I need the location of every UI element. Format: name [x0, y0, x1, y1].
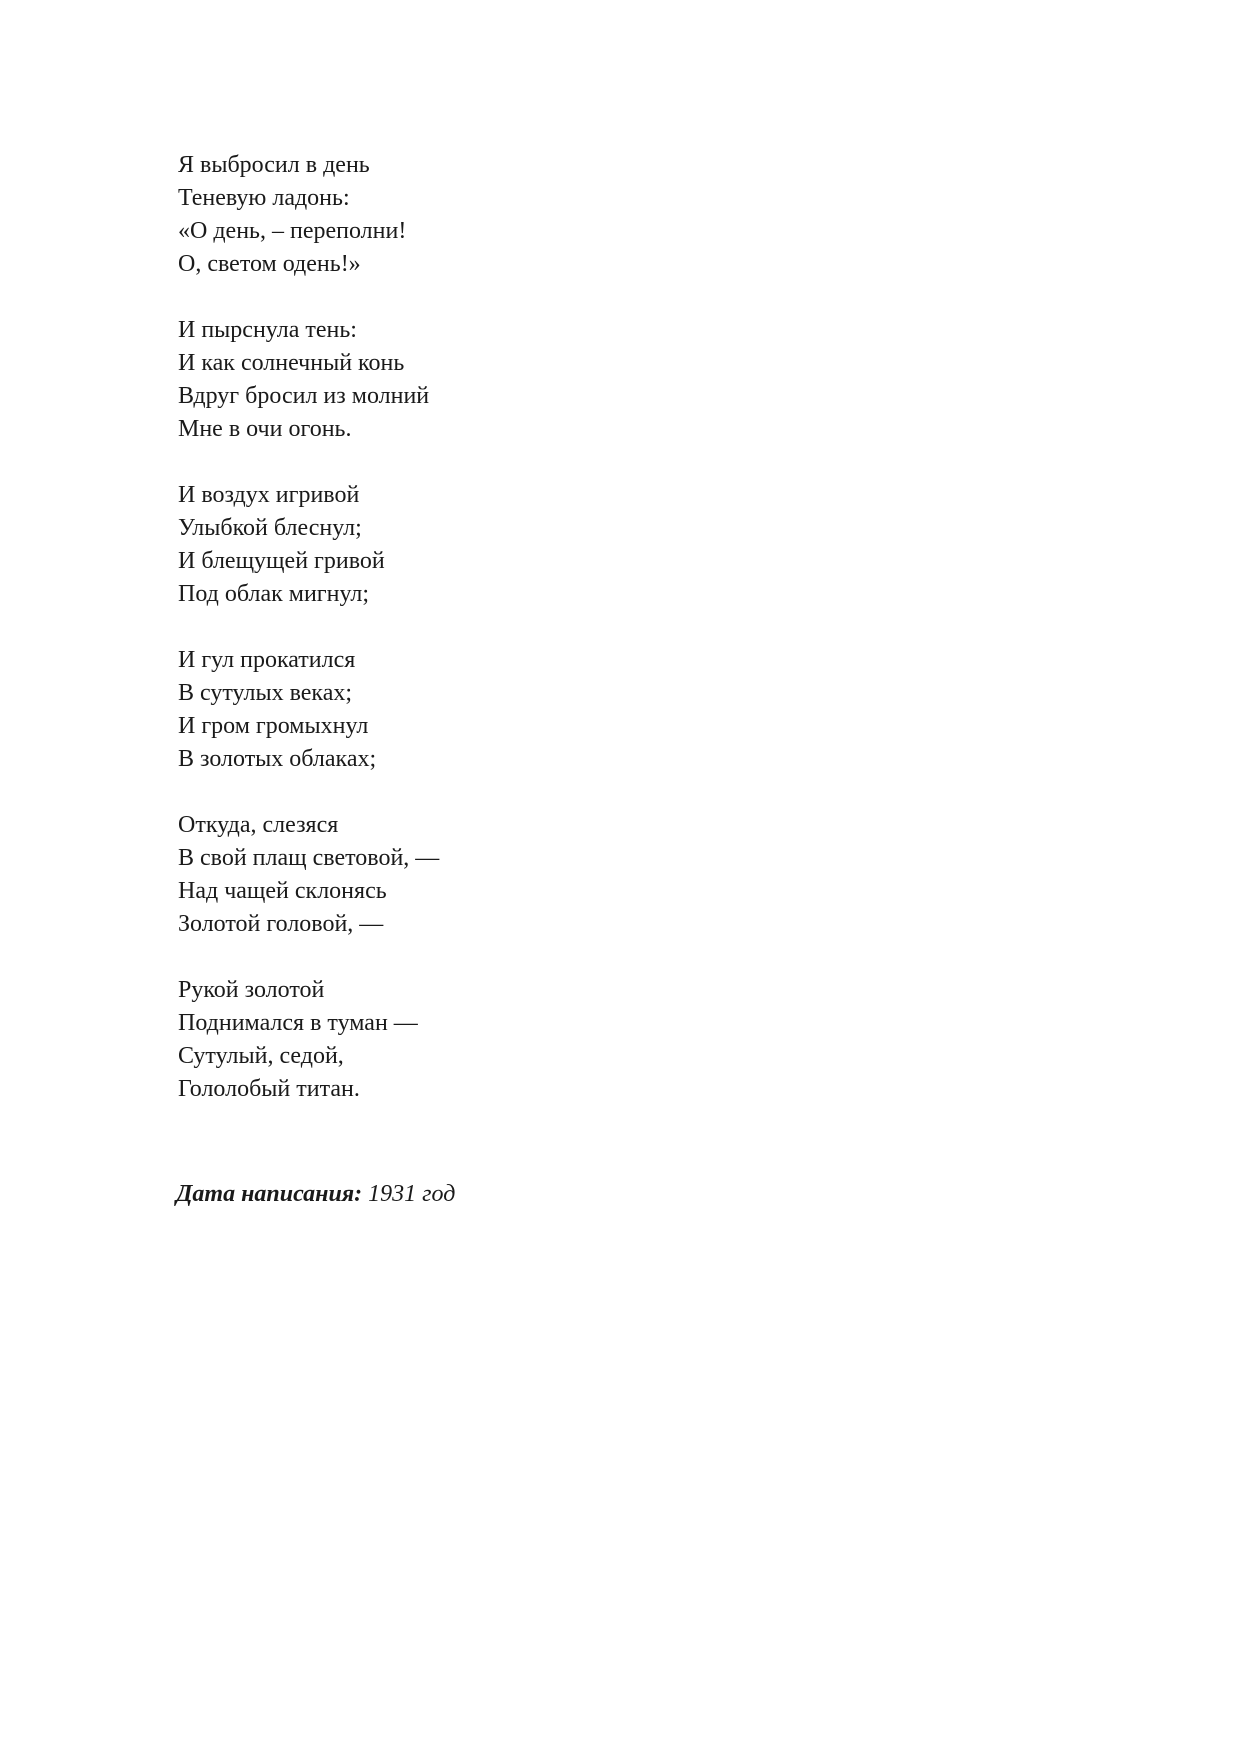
- poem-line: Откуда, слезяся: [178, 812, 339, 838]
- poem-line: Сутулый, седой,: [178, 1043, 344, 1069]
- poem-line: Гололобый титан.: [178, 1076, 360, 1102]
- poem-line: Улыбкой блеснул;: [178, 515, 362, 541]
- date-of-writing: [176, 1178, 455, 1211]
- poem-line: И воздух игривой: [178, 482, 360, 508]
- stanza-1: [178, 149, 1078, 281]
- poem-line: Вдруг бросил из молний: [178, 383, 430, 409]
- poem-text: [178, 149, 1078, 1139]
- poem-line: Над чащей склонясь: [178, 878, 387, 904]
- poem-line: Теневую ладонь:: [178, 185, 350, 211]
- poem-line: В сутулых веках;: [178, 680, 353, 706]
- poem-line: И гул прокатился: [178, 647, 356, 673]
- poem-line: «О день, – переполни!: [178, 218, 407, 244]
- poem-line: В свой плащ световой, —: [178, 845, 440, 871]
- poem-line: И пырснула тень:: [178, 317, 357, 343]
- date-value: 1931 год: [368, 1181, 456, 1207]
- stanza-4: [178, 644, 1078, 776]
- stanza-5: [178, 809, 1078, 941]
- poem-line: Мне в очи огонь.: [178, 416, 352, 442]
- poem-line: О, светом одень!»: [178, 251, 361, 277]
- date-label: Дата написания:: [176, 1181, 363, 1207]
- poem-line: И гром громыхнул: [178, 713, 369, 739]
- stanza-3: [178, 479, 1078, 611]
- stanza-6: [178, 974, 1078, 1106]
- poem-line: Под облак мигнул;: [178, 581, 370, 607]
- poem-line: Я выбросил в день: [178, 152, 370, 178]
- poem-line: И блещущей гривой: [178, 548, 385, 574]
- poem-line: Золотой головой, —: [178, 911, 384, 937]
- poem-line: И как солнечный конь: [178, 350, 405, 376]
- stanza-2: [178, 314, 1078, 446]
- poem-line: Рукой золотой: [178, 977, 325, 1003]
- poem-line: Поднимался в туман —: [178, 1010, 418, 1036]
- poem-line: В золотых облаках;: [178, 746, 377, 772]
